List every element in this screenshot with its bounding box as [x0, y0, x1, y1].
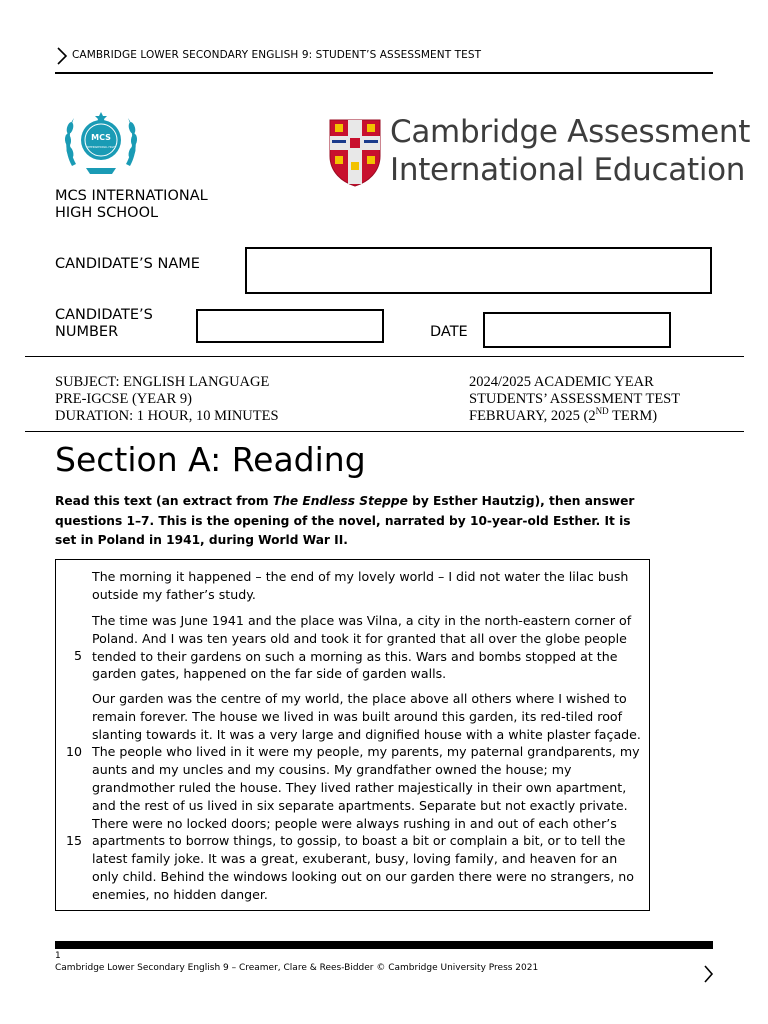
exam-info-right	[469, 374, 680, 425]
extract-paragraph-2: The time was June 1941 and the place was Vilna, a city in the north-eastern corner of Poland. And I was ten years old and took it for granted that all over the globe people tended to their gardens on such a morning as this. Wars and bombs stopped at the garden gates, happened on the far side of garden walls.	[92, 613, 632, 682]
school-name-line2: HIGH SCHOOL	[55, 205, 159, 221]
test-name-line: STUDENTS’ ASSESSMENT TEST	[469, 391, 681, 407]
line-number-10: 10	[65, 744, 82, 759]
page-number: 1	[55, 951, 61, 961]
date-field[interactable]	[483, 312, 671, 348]
school-logo-text: MCS	[91, 133, 111, 142]
year-line: PRE-IGCSE (YEAR 9)	[55, 391, 192, 407]
school-name-line1: MCS INTERNATIONAL	[55, 188, 208, 204]
extract-paragraph-1: The morning it happened – the end of my lovely world – I did not water the lilac bush outside my father’s study.	[92, 569, 629, 602]
term-line	[469, 408, 680, 425]
exam-info-left	[55, 374, 279, 425]
footer-credit: Cambridge Lower Secondary English 9 – Creamer, Clare & Rees-Bidder © Cambridge University Press 2021	[55, 963, 539, 973]
intro-part1: Read this text (an extract from	[55, 494, 273, 508]
cambridge-title-line1: Cambridge Assessment	[390, 114, 751, 150]
extract-paragraph-3: Our garden was the centre of my world, the place above all others where I wished to remain forever. The house we lived in was built around this garden, its red-tiled roof slanting towards it. It was a very large and dignified house with a white plaster façade. The people who lived in it were my people, my parents, my paternal grandparents, my aunts and my uncles and my cousins. My grandfather owned the house; my grandmother ruled the house. They lived rather majestically in their own apartment, and the rest of us lived in six separate apartments. Separate but not exactly private. There were no locked doors; people were always rushing in and out of each other’s apartments to borrow things, to gossip, to boast a bit or complain a bit, or to tell the latest family joke. It was a great, exuberant, busy, loving family, and heaven for an only child. Behind the windows looking out on our garden there were no strangers, no enemies, no hidden danger.	[92, 691, 641, 902]
candidate-name-field[interactable]	[245, 247, 712, 294]
candidate-number-field[interactable]	[196, 309, 384, 343]
section-title: Section A: Reading	[55, 440, 366, 479]
date-label: DATE	[430, 324, 468, 340]
duration-line: DURATION: 1 HOUR, 10 MINUTES	[55, 408, 279, 424]
running-header: CAMBRIDGE LOWER SECONDARY ENGLISH 9: STUDENT’S ASSESSMENT TEST	[72, 49, 482, 61]
footer-bar	[55, 941, 713, 949]
academic-year-line: 2024/2025 ACADEMIC YEAR	[469, 374, 654, 390]
intro-book-title: The Endless Steppe	[272, 494, 408, 508]
term-suffix: TERM)	[608, 408, 658, 424]
divider-top	[25, 356, 744, 357]
line-number-5: 5	[73, 648, 82, 663]
candidate-number-label	[55, 307, 153, 341]
school-logo-subtext: INTERNATIONAL HIGH	[86, 146, 116, 149]
candidate-number-label-line1: CANDIDATE’S	[55, 307, 153, 323]
candidate-number-label-line2: NUMBER	[55, 324, 119, 340]
line-number-15: 15	[65, 833, 82, 848]
extract-box	[55, 559, 650, 911]
intro-part2: by Esther Hautzig), then answer questions 1–7. This is the opening of the novel, narrated by 10-year-old Esther. It is set in Poland in 1941, during World War II.	[55, 494, 635, 547]
divider-bottom	[25, 431, 744, 432]
section-intro	[55, 492, 655, 551]
cambridge-shield-icon	[328, 118, 382, 188]
chevron-right-icon	[702, 964, 714, 984]
term-prefix: FEBRUARY, 2025 (2	[469, 408, 596, 424]
cambridge-title-line2: International Education	[390, 152, 746, 188]
header-rule	[55, 72, 713, 74]
term-sup: ND	[595, 406, 609, 416]
school-name	[55, 188, 208, 222]
school-logo	[62, 108, 140, 180]
candidate-name-label: CANDIDATE’S NAME	[55, 256, 200, 272]
subject-line: SUBJECT: ENGLISH LANGUAGE	[55, 374, 270, 390]
chevron-right-icon	[55, 46, 69, 66]
